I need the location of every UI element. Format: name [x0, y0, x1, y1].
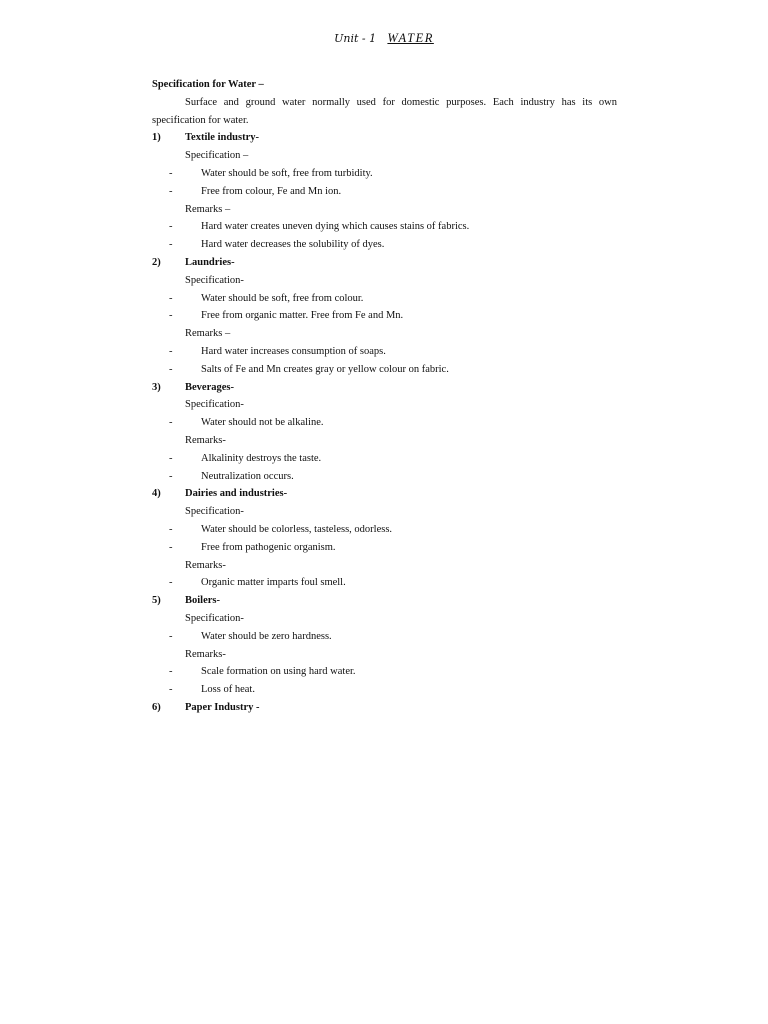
section-1 [152, 129, 617, 254]
remarks-item [152, 450, 617, 468]
section-number: 5) [152, 595, 161, 607]
remarks-label: Remarks – [185, 328, 231, 340]
specification-item [152, 414, 617, 432]
specification-item [152, 183, 617, 201]
specification-item-text: Water should not be alkaline. [201, 417, 324, 429]
section-number: 1) [152, 132, 161, 144]
bullet-dash: - [169, 185, 173, 197]
bullet-dash: - [169, 666, 173, 678]
section-6 [152, 699, 617, 717]
specification-item [152, 290, 617, 308]
remarks-label: Remarks – [185, 203, 231, 215]
section-title-text: Beverages- [185, 381, 234, 393]
page-header [0, 30, 768, 46]
remarks-item-text: Alkalinity destroys the taste. [201, 452, 322, 464]
remarks-item [152, 663, 617, 681]
section-4 [152, 485, 617, 592]
remarks-item [152, 236, 617, 254]
section-title [152, 254, 617, 272]
section-title [152, 699, 617, 717]
intro-paragraph: Surface and ground water normally used for domestic purposes. Each industry has its own specification for water. [152, 96, 617, 126]
remarks-item-text: Organic matter imparts foul smell. [201, 577, 346, 589]
section-3 [152, 379, 617, 486]
specification-item-text: Free from colour, Fe and Mn ion. [201, 185, 342, 197]
document-body [152, 76, 617, 717]
specification-label: Specification- [185, 612, 244, 624]
bullet-dash: - [169, 417, 173, 429]
section-title [152, 592, 617, 610]
specification-item [152, 307, 617, 325]
section-title [152, 485, 617, 503]
remarks-item-text: Hard water creates uneven dying which causes stains of fabrics. [201, 221, 470, 233]
specification-label: Specification- [185, 399, 244, 411]
bullet-dash: - [169, 523, 173, 535]
specification-item [152, 539, 617, 557]
section-number: 6) [152, 701, 161, 713]
specification-item-text: Water should be soft, free from turbidity. [201, 167, 373, 179]
specification-item-text: Water should be colorless, tasteless, odorless. [201, 523, 393, 535]
section-title-text: Paper Industry - [185, 701, 260, 713]
section-5 [152, 592, 617, 699]
specification-item [152, 628, 617, 646]
remarks-item [152, 468, 617, 486]
bullet-dash: - [169, 577, 173, 589]
remarks-label: Remarks- [185, 648, 226, 660]
remarks-item [152, 343, 617, 361]
specification-label: Specification – [185, 150, 249, 162]
unit-label: Unit - 1 [334, 32, 377, 45]
section-2 [152, 254, 617, 379]
section-number: 3) [152, 381, 161, 393]
specification-item-text: Free from pathogenic organism. [201, 541, 336, 553]
remarks-item-text: Neutralization occurs. [201, 470, 294, 482]
remarks-label: Remarks- [185, 434, 226, 446]
specification-item-text: Water should be zero hardness. [201, 630, 332, 642]
bullet-dash: - [169, 363, 173, 375]
sections-list [152, 129, 617, 716]
section-title [152, 379, 617, 397]
bullet-dash: - [169, 345, 173, 357]
section-title-text: Laundries- [185, 256, 235, 268]
specification-item [152, 521, 617, 539]
section-title [152, 129, 617, 147]
bullet-dash: - [169, 239, 173, 251]
specification-item [152, 165, 617, 183]
remarks-item-text: Salts of Fe and Mn creates gray or yellow colour on fabric. [201, 363, 449, 375]
unit-title: WATER [387, 31, 434, 45]
bullet-dash: - [169, 470, 173, 482]
bullet-dash: - [169, 310, 173, 322]
specification-label: Specification- [185, 506, 244, 518]
section-title-text: Textile industry- [185, 132, 259, 144]
bullet-dash: - [169, 167, 173, 179]
bullet-dash: - [169, 452, 173, 464]
section-title-text: Boilers- [185, 595, 220, 607]
bullet-dash: - [169, 630, 173, 642]
remarks-item [152, 574, 617, 592]
section-number: 4) [152, 488, 161, 500]
specification-item-text: Water should be soft, free from colour. [201, 292, 364, 304]
remarks-item-text: Loss of heat. [201, 684, 255, 696]
remarks-item-text: Hard water decreases the solubility of dyes. [201, 239, 385, 251]
bullet-dash: - [169, 684, 173, 696]
remarks-item [152, 361, 617, 379]
document-heading: Specification for Water – [152, 79, 264, 90]
bullet-dash: - [169, 292, 173, 304]
bullet-dash: - [169, 221, 173, 233]
remarks-item [152, 681, 617, 699]
bullet-dash: - [169, 541, 173, 553]
remarks-item-text: Hard water increases consumption of soaps. [201, 345, 386, 357]
section-title-text: Dairies and industries- [185, 488, 288, 500]
section-number: 2) [152, 256, 161, 268]
remarks-label: Remarks- [185, 559, 226, 571]
specification-label: Specification- [185, 274, 244, 286]
remarks-item [152, 218, 617, 236]
specification-item-text: Free from organic matter. Free from Fe and Mn. [201, 310, 404, 322]
remarks-item-text: Scale formation on using hard water. [201, 666, 356, 678]
